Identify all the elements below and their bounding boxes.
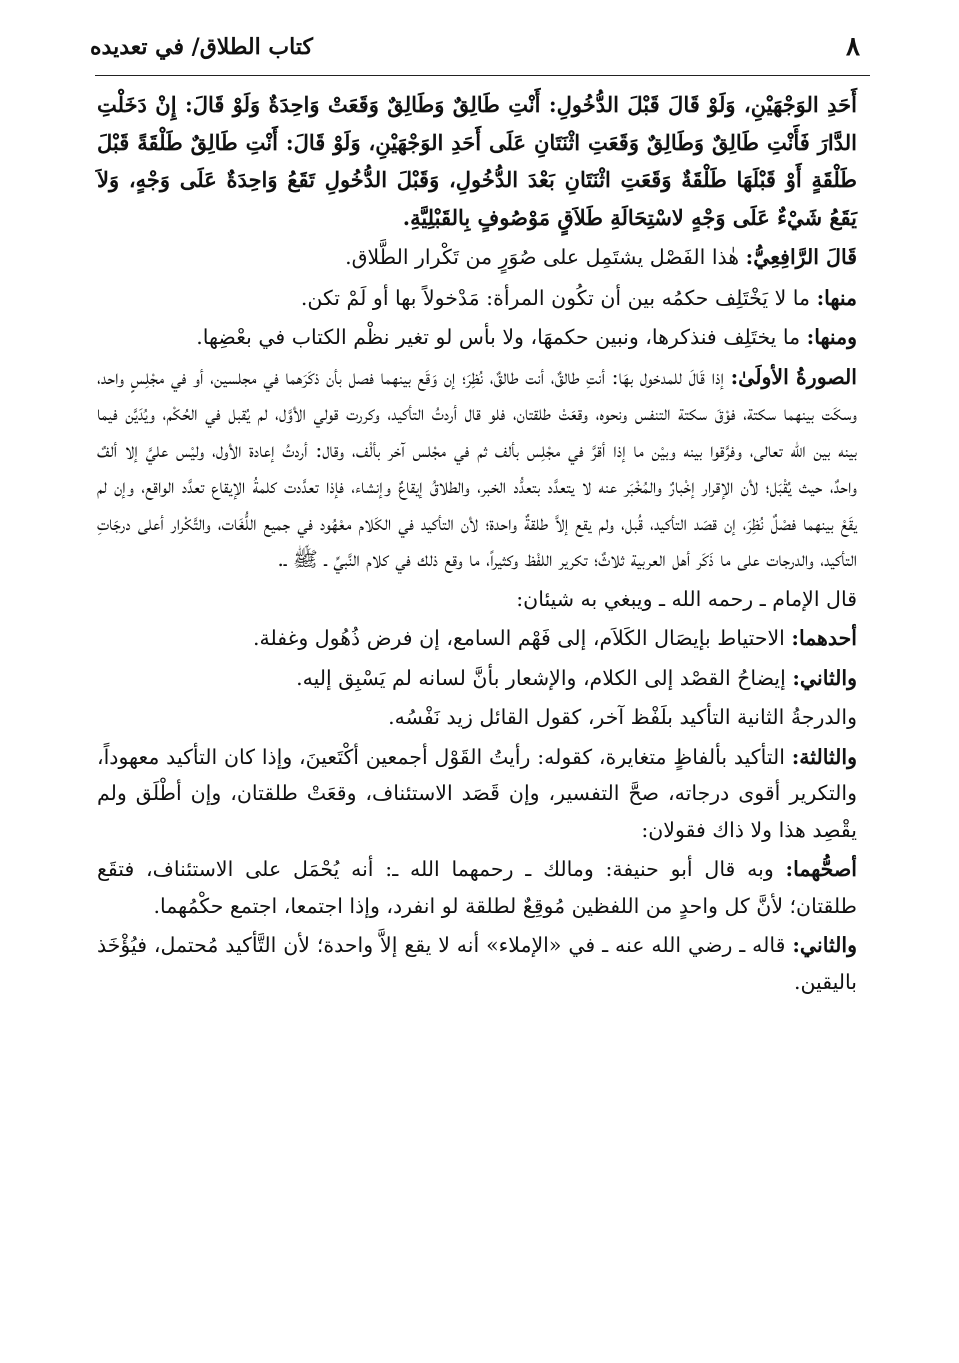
paragraph-text: إيضاحُ القصْد إلى الكلام، والإشعار بأنَّ لسانه لم يَسْبِق إليه. bbox=[296, 665, 793, 690]
paragraph-lead: والثالثة: bbox=[791, 744, 857, 769]
paragraph-text: قال الإمام ـ رحمه الله ـ ويبغي به شيئان: bbox=[516, 586, 857, 611]
paragraph-text: التأكيد بألفاظٍ متغايرة، كقوله: رأيتُ القَوْل أجمعين أكْتَعينَ، وإذا كان التأكيد معهوداً، والتكرير أقوى درجاته، صحَّ التفسير، وإن قَصَد الاستئناف، وقعَتْ طلقتان، وإن أطْلَق ولم يقْصِد هذا ولا ذاك فقولان: bbox=[97, 744, 857, 842]
paragraph-imam bbox=[97, 581, 857, 618]
paragraph-lead: والثاني: bbox=[792, 933, 857, 957]
paragraph-text: ما يختَلِف فنذكرها، ونبين حكمهَا، ولا بأس لو تغير نظْم الكتاب في بعْضِها. bbox=[196, 325, 807, 349]
paragraph-third-degree bbox=[97, 739, 857, 849]
paragraph-text: وبه قال أبو حنيفة: ومالك ـ رحمهما الله ـ: أنه يُحْمَل على الاستئناف، فتقَع طلقتان؛ لأنَّ كل واحدٍ من اللفظين مُوقِعٌ لطلقة لو انفرد، وإذا اجتمعا، اجتمع حكْمُهما. bbox=[97, 857, 857, 918]
running-title: كتاب الطلاق/ في تعديده bbox=[90, 34, 313, 60]
page-header bbox=[90, 30, 860, 70]
paragraph-second-degree bbox=[97, 699, 857, 736]
paragraph-lead: منها: bbox=[816, 285, 857, 310]
paragraph-lead: والثاني: bbox=[792, 665, 857, 690]
header-rule bbox=[95, 75, 870, 76]
paragraph-wa-minha bbox=[97, 319, 857, 356]
paragraph-text: الاحتياط بإيصَال الكَلاَم، إلى فَهْم السامع، إن فرض ذُهُول وغفلة. bbox=[252, 626, 792, 650]
page-body bbox=[97, 86, 857, 1000]
paragraph-second-of-two bbox=[97, 660, 857, 697]
paragraph-first-case bbox=[97, 359, 857, 578]
paragraph-first-of-two bbox=[97, 620, 857, 657]
paragraph-text: هٰذا الفَصْل يشتَمِل على صُوَرٍ من تَكْرار الطَّلاق. bbox=[345, 245, 746, 269]
paragraph-most-correct bbox=[97, 851, 857, 924]
paragraph-rafii bbox=[97, 239, 857, 276]
paragraph-lead: الصورةُ الأولَىٰ: bbox=[730, 364, 857, 389]
paragraph-text: إذا قَالَ للمدخول بهَا: أنتِ طالقٌ، أنت طالقٌ، نُظِرَ؛ إن وَقَع بينهما فصل بأن ذكَرَهما في مجلسين، أو في مجْلِسٍ واحد، وسكَت بينهما سكتة، فوْقَ سكتة التنفس ونحوه، وقعَتْ طلقتان، فلو قال أردتُ التأكيد، وكررت قولي الأوَّل، لم يُقبل في الحُكْم، ويُدَيَّن فيما بينه بين الله تعالى، وفرَّقوا بينه وبيْن ما إذا أقرَّ في مجْلِس بألف ثم في مجْلس آخر بألْف، وقال: أردتُ إعادة الأول، وليْس عليَّ إلا ألفٌ واحدٌ، حيث يُقْبَل؛ لأن الإقرار إخْبارٌ والمُخْبَر عنه لا يتعدَّد بتعدُّد الخبر، والطلاقُ إيقاعٌ وإنشاء، فإذا تعدَّدت كلمةُ الإيقاع تعدَّد الواقع، وإن لم يقَعْ بينهما فصْلٌ نُظِرَ، إن قصَد التأكيد، قُبل، ولم يقع إلاَّ طلقةٌ واحدة؛ لأن التأكيد في الكَلام معْهُود في جميع اللُّغَات، والتَّكْرار أعلى درجَاتِ التأكيد، والدرجات على ما ذَكَر أهل العربية ثلاثٌ؛ تكرير اللفْظ وكثيراً، ما وقع ذلك في كلام النَّبيِّ ـ ﷺ ـ. bbox=[97, 364, 857, 571]
page-number: ٨ bbox=[846, 32, 860, 62]
paragraph-text: ما لا يَخْتَلِف حكمُه بين أن تكُون المرأة: مَدْخولاً بها أو لَمْ تكن. bbox=[300, 285, 817, 310]
paragraph-second-opinion bbox=[97, 927, 857, 1000]
paragraph-lead: ومنها: bbox=[806, 325, 857, 349]
paragraph-lead: قَالَ الرَّافِعِيُّ: bbox=[745, 245, 857, 269]
paragraph-text: والدرجةُ الثانية التأكيد بلَفْظ آخر، كقول القائل زيد نَفْسُه. bbox=[388, 705, 857, 729]
main-text-passage: أَحَدِ الوَجْهَيْنِ، وَلَوْ قَالَ قَبْلَ الدُّخُولِ: أَنْتِ طَالِقٌ وَطَالِقٌ وَقَعَتْ وَاحِدَةٌ وَلَوْ قَالَ: إِنْ دَخَلْتِ الدَّارَ فَأَنْتِ طَالِقٌ وَطَالِقٌ وَقَعَتِ اثْنَتَانِ عَلَى أَحَدِ الوَجْهَيْنِ، وَلَوْ قَالَ: أَنْتِ طَالِقٌ طَلْقَةً قَبْلَ طَلْقَةٍ أَوْ قَبْلَهَا طَلْقَةٌ وَقَعَتِ اثْنَتَانِ بَعْدَ الدُّخُولِ، وَقَبْلَ الدُّخُولِ تَقَعُ وَاحِدَةٌ عَلَى وَجْهٍ، وَلاَ يَقَعُ شَيْءٌ عَلَى وَجْهٍ لاسْتِحَالَةِ طَلاَقٍ مَوْصُوفٍ بِالقَبْلِيَّةِ. bbox=[97, 92, 857, 230]
paragraph-minha bbox=[97, 280, 857, 317]
paragraph-lead: أحدهما: bbox=[791, 626, 857, 650]
paragraph-text: قاله ـ رضي الله عنه ـ في «الإملاء» أنه لا يقع إلاَّ واحدة؛ لأن التَّأكيد مُحتمل، فيُؤْخَذ باليقين. bbox=[97, 933, 857, 994]
paragraph-lead: أصحُّهما: bbox=[785, 857, 857, 881]
